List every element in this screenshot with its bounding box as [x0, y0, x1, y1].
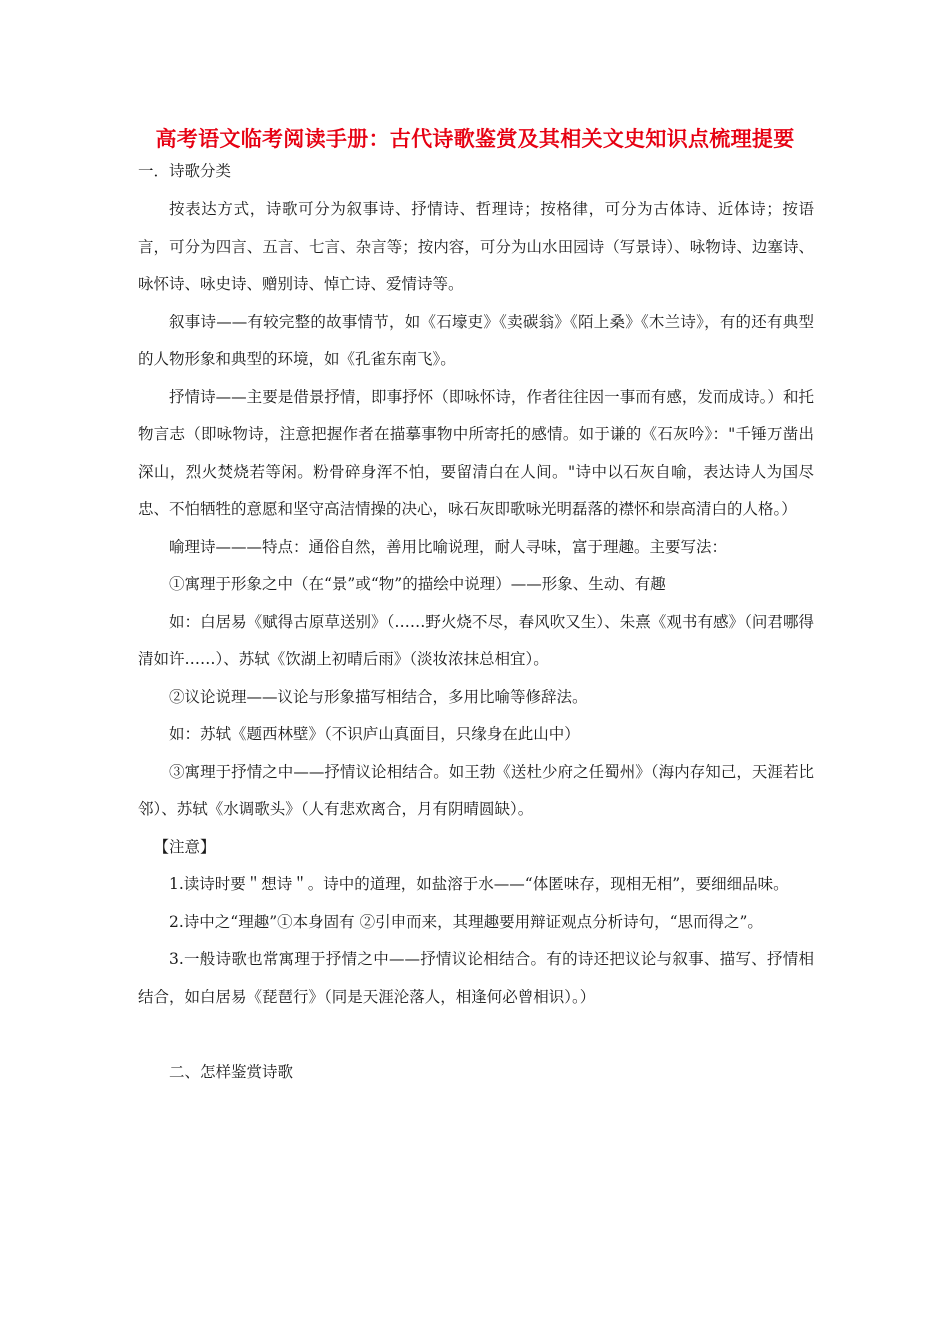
- paragraph-method-2: ②议论说理——议论与形象描写相结合，多用比喻等修辞法。: [169, 687, 588, 706]
- note-item-3: 3.一般诗歌也常寓理于抒情之中——抒情议论相结合。有的诗还把议论与叙事、描写、抒情相结合，如白居易《琵琶行》（同是天涯沦落人，相逢何必曾相识）。）: [138, 950, 814, 1006]
- section-heading-2: 二、怎样鉴赏诗歌: [169, 1063, 294, 1081]
- paragraph-lyric-poetry: 抒情诗——主要是借景抒情，即事抒怀（即咏怀诗，作者往往因一事而有感，发而成诗。）和托物言志（即咏物诗，注意把握作者在描摹事物中所寄托的感情。如于谦的《石灰吟》："千锤万凿出深山，烈火焚烧若等闲。粉骨碎身浑不怕，要留清白在人间。"诗中以石灰自喻，表达诗人为国尽忠、不怕牺牲的意愿和坚守高洁情操的决心，咏石灰即歌咏光明磊落的襟怀和崇高清白的人格。）: [138, 387, 814, 518]
- paragraph-example-2: 如：苏轼《题西林壁》（不识庐山真面目，只缘身在此山中）: [169, 725, 580, 743]
- document-body: [138, 157, 814, 1092]
- paragraph-method-3: ③寓理于抒情之中——抒情议论相结合。如王勃《送杜少府之任蜀州》（海内存知己，天涯若比邻）、苏轼《水调歌头》（人有悲欢离合，月有阴晴圆缺）。: [138, 762, 814, 818]
- paragraph-philosophic-poetry: 喻理诗———特点：通俗自然，善用比喻说理，耐人寻味，富于理趣。主要写法：: [169, 537, 728, 556]
- paragraph-method-1: ①寓理于形象之中（在“景”或“物”的描绘中说理）——形象、生动、有趣: [169, 575, 666, 593]
- note-item-1: 1.读诗时要＂想诗＂。诗中的道理，如盐溶于水——“体匿味存，现相无相”，要细细品味。: [169, 875, 789, 893]
- paragraph-example-1: 如：白居易《赋得古原草送别》（……野火烧不尽，春风吹又生）、朱熹《观书有感》（问君哪得清如许……）、苏轼《饮湖上初晴后雨》（淡妆浓抹总相宜）。: [138, 612, 814, 668]
- document-title: 高考语文临考阅读手册：古代诗歌鉴赏及其相关文史知识点梳理提要: [155, 126, 795, 151]
- paragraph-classification: 按表达方式，诗歌可分为叙事诗、抒情诗、哲理诗；按格律，可分为古体诗、近体诗；按语言，可分为四言、五言、七言、杂言等；按内容，可分为山水田园诗（写景诗）、咏物诗、边塞诗、咏怀诗、咏史诗、赠别诗、悼亡诗、爱情诗等。: [138, 200, 814, 293]
- note-heading: 【注意】: [153, 837, 216, 856]
- note-item-2: 2.诗中之“理趣”①本身固有 ②引申而来，其理趣要用辩证观点分析诗句，“思而得之”。: [169, 912, 763, 931]
- paragraph-narrative-poetry: 叙事诗——有较完整的故事情节，如《石壕吏》《卖碳翁》《陌上桑》《木兰诗》，有的还有典型的人物形象和典型的环境，如《孔雀东南飞》。: [138, 312, 814, 368]
- section-heading-1: 一．诗歌分类: [138, 162, 232, 180]
